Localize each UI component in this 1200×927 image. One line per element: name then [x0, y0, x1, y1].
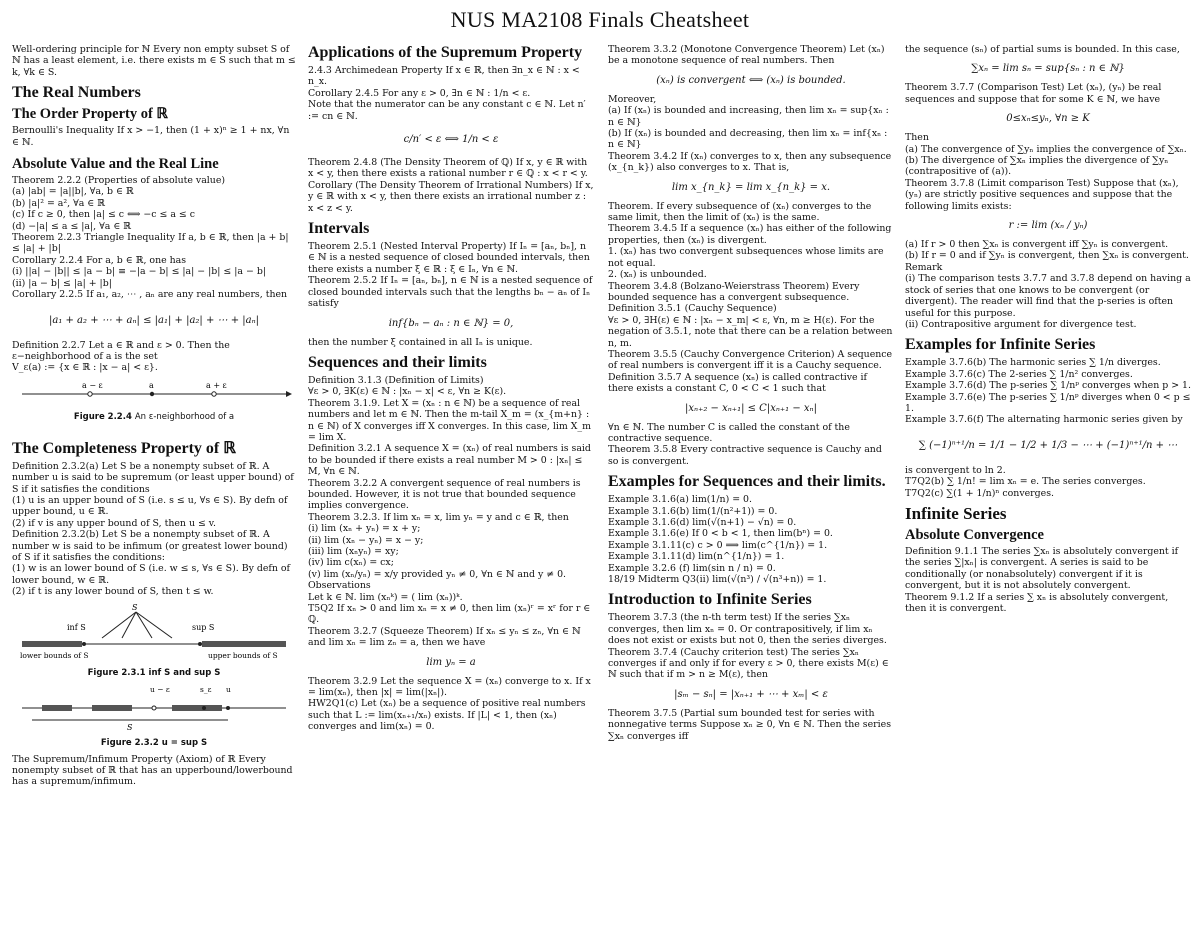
- svg-text:lower bounds of S: lower bounds of S: [20, 650, 89, 660]
- svg-text:sup S: sup S: [192, 622, 215, 632]
- heading-absolute-value: Absolute Value and the Real Line: [12, 156, 219, 173]
- page-title: NUS MA2108 Finals Cheatsheet: [450, 7, 750, 32]
- equation-comparison: 0≤xₙ≤yₙ, ∀n ≥ K: [1006, 113, 1090, 125]
- svg-text:upper bounds of S: upper bounds of S: [208, 650, 278, 660]
- svg-text:S: S: [132, 602, 138, 612]
- theorem-2-2-2: Theorem 2.2.2 (Properties of absolute value) (a) |ab| = |a||b|, ∀a, b ∈ ℝ (b) |a|² = a², ∀a ∈ ℝ (c) If c ≥ 0, then |a| ≤ c ⟺ −c ≤ a ≤ c (d) −|a| ≤ a ≤ |a|, ∀a ∈ ℝ: [12, 175, 226, 232]
- comparison-text: Then (a) The convergence of ∑yₙ implies the convergence of ∑xₙ. (b) The divergence of ∑xₙ implies the divergence of ∑yₙ (contrapositive of (a)). Theorem 3.7.8 (Limit comparison Test) Suppose that (xₙ), (yₙ) are strictly positive sequences and suppose that the following limits exists:: [905, 132, 1187, 212]
- cauchy-text: Theorem. If every subsequence of (xₙ) converges to the same limit, then the limit of (xₙ) is the same. Theorem 3.4.5 If a sequence (xₙ) has either of the following properties, then (xₙ) is divergent. 1. (xₙ) has two convergent subsequences whose limits are not equal. 2. (xₙ) is unbounded. Theorem 3.4.8 (Bolzano-Weierstrass Theorem) Every bounded sequence has a convergent subsequence. Definition 3.5.1 (Cauchy Sequence) ∀ε > 0, ∃H(ε) ∈ ℕ : |xₙ − x_m| < ε, ∀n, m ≥ H(ε). For the negation of 3.5.1, note that there can be a relation between n, m. Theorem 3.5.5 (Cauchy Convergence Criterion) A sequence of real numbers is convergent iff it is a Cauchy sequence. Definition 3.5.7 A sequence (xₙ) is called contractive if there exists a constant C, 0 < C < 1 such that: [608, 200, 893, 395]
- figure-2-2-4: [12, 378, 296, 422]
- heading-order-property: The Order Property of ℝ: [12, 106, 168, 123]
- heading-sequences: Sequences and their limits: [308, 353, 487, 371]
- heading-intervals: Intervals: [308, 220, 370, 238]
- svg-text:s_ε: s_ε: [200, 684, 212, 694]
- column-3: [608, 44, 894, 924]
- label-a-minus-eps: a − ε: [82, 380, 103, 390]
- partial-sums-text: the sequence (sₙ) of partial sums is bounded. In this case,: [905, 44, 1180, 55]
- equation-cauchy-series: |sₘ − sₙ| = |xₙ₊₁ + ⋯ + xₘ| < ε: [674, 688, 828, 700]
- figure-2-3-2: [12, 682, 296, 748]
- limit-comparison-text: (a) If r > 0 then ∑xₙ is convergent iff ∑yₙ is convergent. (b) If r = 0 and if ∑yₙ is convergent, then ∑xₙ is convergent. Remark (i) The comparison tests 3.7.7 and 3.7.8 depend on having a stock of series that one knows to be convergent (or divergent). The reader will find that the p-series is often useful for this purpose. (ii) Contrapositive argument for divergence test.: [905, 239, 1191, 330]
- alternating-text: is convergent to ln 2. T7Q2(b) ∑ 1/n! = lim xₙ = e. The series converges. T7Q2(c) ∑(1 + 1/n)ⁿ converges.: [905, 464, 1146, 499]
- equation-squeeze: lim yₙ = a: [426, 656, 476, 668]
- heading-real-numbers: The Real Numbers: [12, 84, 141, 102]
- equation-2-5-2: inf{bₙ − aₙ : n ∈ ℕ} = 0,: [388, 317, 514, 329]
- label-a-plus-eps: a + ε: [206, 380, 227, 390]
- definition-9-1-1: Definition 9.1.1 The series ∑xₙ is absolutely convergent if the series ∑|xₙ| is convergent. A series is said to be conditionally (or nonabsolutely) convergent if it is convergent, but it is not absolutely convergent. Theorem 9.1.2 If a series ∑ xₙ is absolutely convergent, then it is convergent.: [905, 545, 1179, 614]
- column-4: [905, 44, 1191, 924]
- equation-subsequence: lim x_{n_k} = lim x_{n_k} = x.: [671, 181, 831, 193]
- equation-limit-comparison: r := lim (xₙ / yₙ): [1008, 220, 1088, 232]
- svg-text:inf S: inf S: [67, 622, 86, 632]
- svg-text:u: u: [226, 684, 231, 694]
- heading-examples-series: Examples for Infinite Series: [905, 336, 1096, 354]
- heading-infinite-series: Infinite Series: [905, 503, 1007, 523]
- corollary-2-4-5: Corollary 2.4.5 For any ε > 0, ∃n ∈ ℕ : 1/n < ε. Note that the numerator can be any constant c ∈ ℕ. Let n′ := cn ∈ ℕ.: [308, 87, 586, 122]
- sequences-text: Definition 3.1.3 (Definition of Limits) ∀ε > 0, ∃K(ε) ∈ ℕ : |xₙ − x| < ε, ∀n ≥ K(ε). Theorem 3.1.9. Let X = (xₙ : n ∈ ℕ) be a sequence of real numbers and let m ∈ ℕ. Then the m-tail X_m = (x_{m+n} : n ∈ ℕ) of X converges iff X converges. In this case, lim X_m = lim X. Definition 3.2.1 A sequence X = (xₙ) of real numbers is said to be bounded if there exists a real number M > 0 : |xₙ| ≤ M, ∀n ∈ ℕ. Theorem 3.2.2 A convergent sequence of real numbers is bounded. However, it is not true that bounded sequence implies convergence. Theorem 3.2.3. If lim xₙ = x, lim yₙ = y and c ∈ ℝ, then (i) lim (xₙ + yₙ) = x + y; (ii) lim (xₙ − yₙ) = x − y; (iii) lim (xₙyₙ) = xy; (iv) lim c(xₙ) = cx; (v) lim (xₙ/yₙ) = x/y provided yₙ ≠ 0, ∀n ∈ ℕ and y ≠ 0. Observations Let k ∈ ℕ. lim (xₙᵏ) = ( lim (xₙ))ᵏ. T5Q2 If xₙ > 0 and lim xₙ = x ≠ 0, then lim (xₙ)ʳ = xʳ for r ∈ ℚ. Theorem 3.2.7 (Squeeze Theorem) If xₙ ≤ yₙ ≤ zₙ, ∀n ∈ ℕ and lim xₙ = lim zₙ = a, then we have: [308, 374, 591, 649]
- theorem-2-5-1: Theorem 2.5.1 (Nested Interval Property) If Iₙ = [aₙ, bₙ], n ∈ ℕ is a nested sequence of closed bounded intervals, then there exists a number ξ ∈ ℝ : ξ ∈ Iₙ, ∀n ∈ ℕ.: [308, 241, 590, 275]
- figure-2-3-1-caption: Figure 2.3.1 inf S and sup S: [87, 667, 221, 678]
- corollary-2-2-4: Corollary 2.2.4 For a, b ∈ ℝ, one has (i) ||a| − |b|| ≤ |a − b| ≡ −|a − b| ≤ |a| − |b| ≤ |a − b| (ii) |a − b| ≤ |a| + |b|: [12, 254, 266, 289]
- equation-contractive: |xₙ₊₂ − xₙ₊₁| ≤ C|xₙ₊₁ − xₙ|: [685, 402, 817, 414]
- sup-epsilon-diagram: [12, 682, 296, 734]
- theorem-2-5-2: Theorem 2.5.2 If Iₙ = [aₙ, bₙ], n ∈ ℕ is a nested sequence of closed bounded intervals such that the lengths bₙ − aₙ of Iₙ satisfy: [308, 275, 593, 310]
- heading-completeness: The Completeness Property of ℝ: [12, 439, 236, 457]
- supremum-property: The Supremum/Infimum Property (Axiom) of ℝ Every nonempty subset of ℝ that has an upperbound/lowerbound has a supremum/infimum.: [12, 753, 293, 788]
- theorem-2-2-3: Theorem 2.2.3 Triangle Inequality If a, b ∈ ℝ, then |a + b| ≤ |a| + |b|: [12, 232, 289, 255]
- wellordering-text: Well-ordering principle for ℕ Every non empty subset S of ℕ has a least element, i.e. there exists m ∈ S such that m ≤ k, ∀k ∈ S.: [12, 44, 296, 78]
- definition-2-3-2a: Definition 2.3.2(a) Let S be a nonempty subset of ℝ. A number u is said to be supremum (or least upper bound) of S if it satisfies the conditions (1) u is an upper bound of S (i.e. s ≤ u, ∀s ∈ S). By defn of upper bound, u ∈ ℝ. (2) if v is any upper bound of S, then u ≤ v.: [12, 460, 294, 529]
- neighborhood-diagram: [12, 378, 296, 408]
- examples-sequences: Example 3.1.6(a) lim(1/n) = 0. Example 3.1.6(b) lim(1/(n²+1)) = 0. Example 3.1.6(d) lim(√(n+1) − √n) = 0. Example 3.1.6(e) If 0 < b < 1, then lim(bⁿ) = 0. Example 3.1.11(c) c > 0 ⟹ lim(c^{1/n}) = 1. Example 3.1.11(d) lim(n^{1/n}) = 1. Example 3.2.6 (f) lim(sin n / n) = 0. 18/19 Midterm Q3(ii) lim(√(n³) / √(n³+n)) = 1.: [608, 494, 833, 586]
- sequences-text-2: Theorem 3.2.9 Let the sequence X = (xₙ) converge to x. If x = lim(xₙ), then |x| = lim(|xₙ|). HW2Q1(c) Let (xₙ) be a sequence of positive real numbers such that L := lim(xₙ₊₁/xₙ) exists. If |L| < 1, then (xₙ) converges and lim(xₙ) = 0.: [308, 675, 591, 733]
- theorem-3-7-5: Theorem 3.7.5 (Partial sum bounded test for series with nonnegative terms Suppose xₙ ≥ 0, ∀n ∈ ℕ. Then the series ∑xₙ converges iff: [608, 707, 892, 742]
- figure-2-3-2-caption: Figure 2.3.2 u = sup S: [100, 737, 208, 748]
- definition-2-3-2b: Definition 2.3.2(b) Let S be a nonempty subset of ℝ. A number w is said to be infimum (or greatest lower bound) of S if it satisfies the conditions: (1) w is an lower bound of S (i.e. w ≤ s, ∀s ∈ S). By defn of lower bound, w ∈ ℝ. (2) if t is any lower bound of S, then t ≤ w.: [12, 529, 291, 598]
- heading-absolute-convergence: Absolute Convergence: [905, 526, 1044, 543]
- svg-text:u − ε: u − ε: [150, 684, 170, 694]
- equation-monotone: (xₙ) is convergent ⟺ (xₙ) is bounded.: [656, 74, 846, 86]
- heading-examples-sequences: Examples for Sequences and their limits.: [608, 473, 886, 491]
- equation-partial-sums: ∑xₙ = lim sₙ = sup{sₙ : n ∈ ℕ}: [971, 63, 1125, 75]
- theorem-3-7-7: Theorem 3.7.7 (Comparison Test) Let (xₙ), (yₙ) be real sequences and suppose that for some K ∈ ℕ, we have: [905, 82, 1162, 105]
- bernoulli-text: Bernoulli's Inequality If x > −1, then (1 + x)ⁿ ≥ 1 + nx, ∀n ∈ ℕ.: [12, 125, 290, 148]
- contractive-text: ∀n ∈ ℕ. The number C is called the constant of the contractive sequence. Theorem 3.5.8 Every contractive sequence is Cauchy and so is convergent.: [608, 421, 882, 467]
- column-1: [12, 44, 296, 924]
- corollary-2-2-5: Corollary 2.2.5 If a₁, a₂, ⋯ , aₙ are any real numbers, then: [12, 289, 288, 301]
- definition-2-2-7: Definition 2.2.7 Let a ∈ ℝ and ε > 0. Then the ε−neighborhood of a is the set V_ε(a) := {x ∈ ℝ : |x − a| < ε}.: [12, 339, 230, 374]
- archimedean-property: 2.4.3 Archimedean Property If x ∈ ℝ, then ∃n_x ∈ ℕ : x < n_x.: [308, 65, 580, 88]
- theorem-3-3-2: Theorem 3.3.2 (Monotone Convergence Theorem) Let (xₙ) be a monotone sequence of real numbers. Then: [608, 44, 885, 67]
- theorem-3-7-3: Theorem 3.7.3 (the n-th term test) If the series ∑xₙ converges, then lim xₙ = 0. Or contrapositively, if lim xₙ does not exist or exists but not 0, then the series diverges. Theorem 3.7.4 (Cauchy criterion test) The series ∑xₙ converges if and only if for every ε > 0, there exists M(ε) ∈ ℕ such that if m > n ≥ M(ε), then: [608, 612, 889, 681]
- theorem-2-4-8: Theorem 2.4.8 (The Density Theorem of ℚ) If x, y ∈ ℝ with x < y, then there exists a rational number r ∈ ℚ : x < r < y. Corollary (The Density Theorem of Irrational Numbers) If x, y ∈ ℝ with x < y, then there exists an irrational number z : x < z < y.: [308, 157, 594, 214]
- figure-2-3-1: [12, 602, 296, 678]
- theorem-3-4-2: Moreover, (a) If (xₙ) is bounded and increasing, then lim xₙ = sup{xₙ : n ∈ ℕ} (b) If (xₙ) is bounded and decreasing, then lim xₙ = inf{xₙ : n ∈ ℕ} Theorem 3.4.2 If (xₙ) converges to x, then any subsequence (x_{n_k}) also converges to x. That is,: [608, 93, 892, 174]
- equation-2-4-5: c/n′ < ε ⟺ 1/n < ε: [403, 134, 499, 146]
- svg-text:S: S: [127, 722, 133, 732]
- heading-applications: Applications of the Supremum Property: [308, 44, 583, 61]
- column-2: [308, 44, 594, 924]
- figure-2-2-4-caption: Figure 2.2.4 An ε-neighborhood of a: [73, 411, 235, 422]
- heading-intro-series: Introduction to Infinite Series: [608, 591, 812, 609]
- equation-2-2-5: |a₁ + a₂ + ⋯ + aₙ| ≤ |a₁| + |a₂| + ⋯ + |aₙ|: [48, 314, 260, 326]
- inf-sup-diagram: [12, 602, 296, 664]
- label-a: a: [149, 380, 154, 390]
- equation-alternating: ∑ (−1)ⁿ⁺¹/n = 1/1 − 1/2 + 1/3 − ⋯ + (−1)ⁿ⁺¹/n + ⋯: [918, 439, 1178, 451]
- examples-series: Example 3.7.6(b) The harmonic series ∑ 1/n diverges. Example 3.7.6(c) The 2-series ∑ 1/n² converges. Example 3.7.6(d) The p-series ∑ 1/nᵖ converges when p > 1. Example 3.7.6(e) The p-series ∑ 1/nᵖ diverges when 0 < p ≤ 1. Example 3.7.6(f) The alternating harmonic series given by: [905, 357, 1191, 426]
- theorem-2-5-2-end: then the number ξ contained in all Iₙ is unique.: [308, 336, 533, 348]
